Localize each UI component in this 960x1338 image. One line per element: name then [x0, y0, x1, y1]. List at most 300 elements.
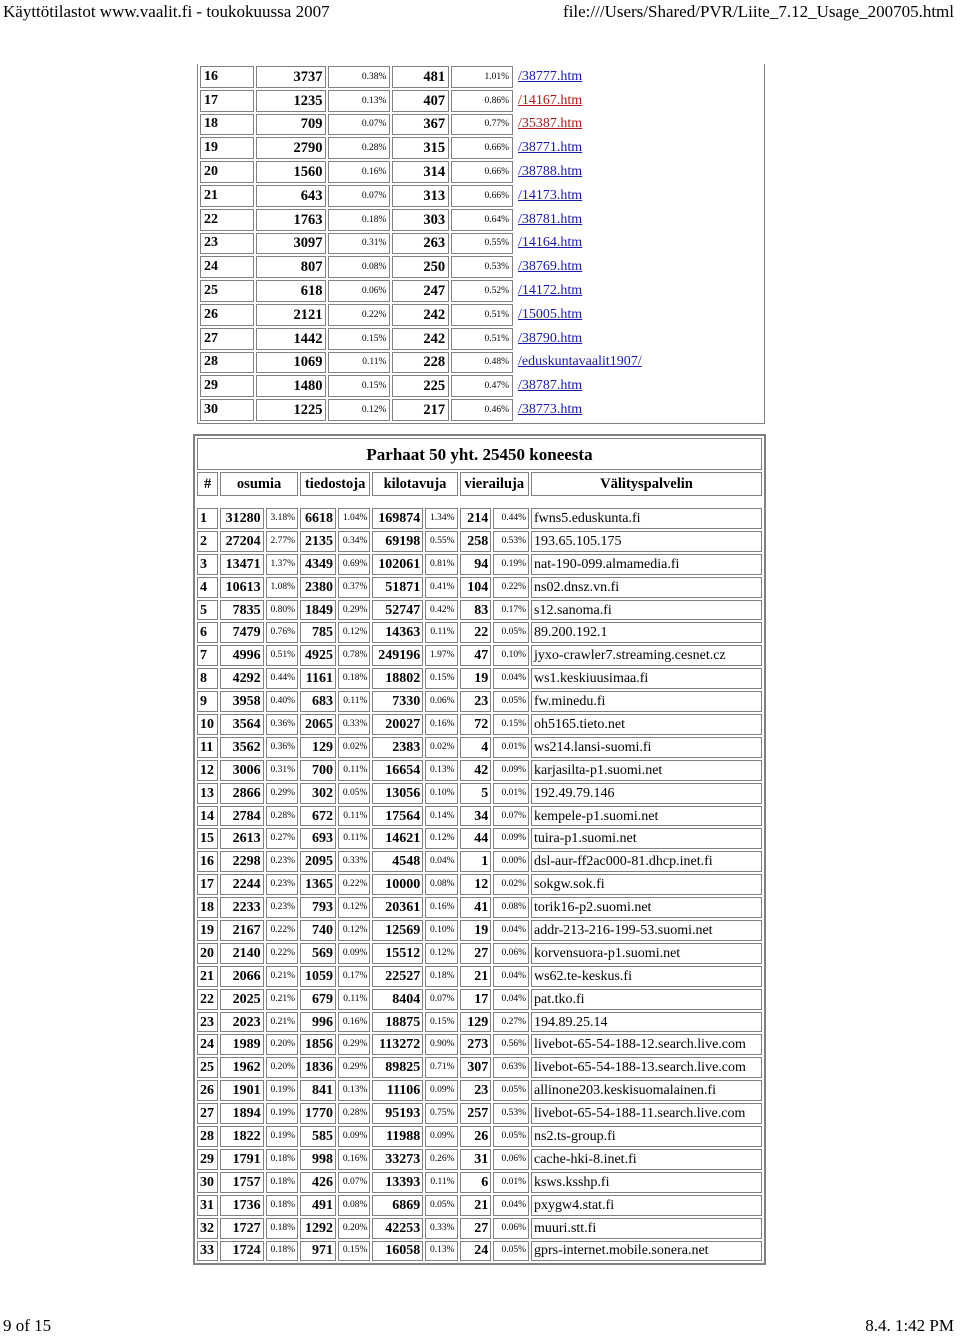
kilobytes-cell: 249196	[372, 645, 423, 666]
hits-cell: 807	[256, 256, 326, 278]
page-link[interactable]: /35387.htm	[518, 116, 583, 132]
kilobytes-cell: 33273	[372, 1149, 423, 1170]
files-cell: 785	[300, 622, 336, 643]
table-row	[197, 668, 762, 689]
table-row	[197, 714, 762, 735]
kilobytes-percent-cell: 0.10%	[425, 920, 457, 941]
table-row	[197, 1057, 762, 1078]
kilobytes-percent-cell: 0.81%	[425, 554, 457, 575]
table-row	[197, 989, 762, 1010]
visits-cell: 4	[460, 737, 492, 758]
hostname-cell: muuri.stt.fi	[531, 1218, 762, 1239]
visits-percent-cell: 0.04%	[493, 920, 529, 941]
hits-cell: 2140	[220, 943, 263, 964]
hits-cell: 1235	[256, 90, 326, 112]
visits-percent-cell: 0.04%	[493, 966, 529, 987]
kilobytes-percent-cell: 0.51%	[451, 328, 513, 350]
table-row	[200, 352, 762, 374]
hits-cell: 3562	[220, 737, 263, 758]
kilobytes-cell: 7330	[372, 691, 423, 712]
hits-cell: 1763	[256, 209, 326, 231]
kilobytes-percent-cell: 0.05%	[425, 1195, 457, 1216]
kilobytes-cell: 95193	[372, 1103, 423, 1124]
kilobytes-cell: 10000	[372, 874, 423, 895]
table-row	[197, 577, 762, 598]
hits-percent-cell: 0.20%	[266, 1034, 298, 1055]
hostname-cell: tuira-p1.suomi.net	[531, 828, 762, 849]
kilobytes-cell: 14621	[372, 828, 423, 849]
hits-percent-cell: 0.21%	[266, 1012, 298, 1033]
visits-cell: 72	[460, 714, 492, 735]
files-percent-cell: 0.09%	[338, 1126, 370, 1147]
files-cell: 302	[300, 783, 336, 804]
hostname-cell: fwns5.eduskunta.fi	[531, 508, 762, 529]
page-link[interactable]: /14167.htm	[518, 92, 583, 108]
table-row	[197, 874, 762, 895]
files-cell: 693	[300, 828, 336, 849]
table-row	[197, 508, 762, 529]
visits-cell: 34	[460, 806, 492, 827]
kilobytes-cell: 247	[392, 280, 449, 302]
hostname-cell: torik16-p2.suomi.net	[531, 897, 762, 918]
kilobytes-percent-cell: 0.06%	[425, 691, 457, 712]
kilobytes-percent-cell: 0.66%	[451, 137, 513, 159]
visits-cell: 41	[460, 897, 492, 918]
print-header	[0, 0, 960, 28]
files-cell: 971	[300, 1241, 336, 1262]
table-row	[200, 90, 762, 112]
visits-cell: 5	[460, 783, 492, 804]
hits-percent-cell: 0.16%	[328, 161, 390, 183]
visits-cell: 214	[460, 508, 492, 529]
kilobytes-percent-cell: 0.71%	[425, 1057, 457, 1078]
kilobytes-percent-cell: 0.16%	[425, 714, 457, 735]
rank-cell: 16	[197, 851, 218, 872]
visits-cell: 44	[460, 828, 492, 849]
kilobytes-percent-cell: 0.48%	[451, 352, 513, 374]
visits-percent-cell: 0.09%	[493, 828, 529, 849]
visits-percent-cell: 0.53%	[493, 1103, 529, 1124]
hits-percent-cell: 0.07%	[328, 185, 390, 207]
page-link[interactable]: /15005.htm	[518, 306, 583, 322]
hostname-cell: ns02.dnsz.vn.fi	[531, 577, 762, 598]
hits-percent-cell: 0.22%	[266, 920, 298, 941]
rank-cell: 6	[197, 622, 218, 643]
table-row	[197, 783, 762, 804]
kilobytes-cell: 113272	[372, 1034, 423, 1055]
url-cell	[515, 137, 762, 159]
visits-percent-cell: 0.06%	[493, 1149, 529, 1170]
hostname-cell: gprs-internet.mobile.sonera.net	[531, 1241, 762, 1262]
files-percent-cell: 0.28%	[338, 1103, 370, 1124]
visits-cell: 129	[460, 1012, 492, 1033]
visits-cell: 1	[460, 851, 492, 872]
files-cell: 672	[300, 806, 336, 827]
hits-percent-cell: 0.76%	[266, 622, 298, 643]
kilobytes-cell: 481	[392, 66, 449, 88]
hostname-cell: pat.tko.fi	[531, 989, 762, 1010]
files-cell: 998	[300, 1149, 336, 1170]
hits-percent-cell: 0.27%	[266, 828, 298, 849]
page-link[interactable]: /38769.htm	[518, 259, 583, 275]
hits-percent-cell: 0.07%	[328, 114, 390, 136]
hostname-cell: dsl-aur-ff2ac000-81.dhcp.inet.fi	[531, 851, 762, 872]
spacer-row	[197, 498, 762, 506]
hostname-cell: 194.89.25.14	[531, 1012, 762, 1033]
table-row	[200, 161, 762, 183]
visits-cell: 31	[460, 1149, 492, 1170]
hostname-cell: pxygw4.stat.fi	[531, 1195, 762, 1216]
visits-cell: 94	[460, 554, 492, 575]
visits-cell: 273	[460, 1034, 492, 1055]
kilobytes-percent-cell: 0.51%	[451, 304, 513, 326]
files-percent-cell: 0.20%	[338, 1218, 370, 1239]
visits-percent-cell: 0.08%	[493, 897, 529, 918]
url-cell	[515, 352, 762, 374]
files-percent-cell: 0.12%	[338, 920, 370, 941]
kilobytes-cell: 242	[392, 304, 449, 326]
kilobytes-percent-cell: 0.77%	[451, 114, 513, 136]
kilobytes-cell: 18875	[372, 1012, 423, 1033]
page-link[interactable]: /38790.htm	[518, 330, 583, 346]
rank-cell: 24	[197, 1034, 218, 1055]
kilobytes-cell: 13056	[372, 783, 423, 804]
files-cell: 679	[300, 989, 336, 1010]
hosts-table	[193, 434, 766, 1265]
visits-percent-cell: 0.10%	[493, 645, 529, 666]
files-cell: 2095	[300, 851, 336, 872]
table-row	[197, 1103, 762, 1124]
url-cell	[515, 375, 762, 397]
hits-cell: 3737	[256, 66, 326, 88]
files-percent-cell: 0.11%	[338, 691, 370, 712]
files-cell: 585	[300, 1126, 336, 1147]
hits-cell: 27204	[220, 531, 263, 552]
files-cell: 2380	[300, 577, 336, 598]
rank-cell: 4	[197, 577, 218, 598]
visits-cell: 12	[460, 874, 492, 895]
hits-cell: 3958	[220, 691, 263, 712]
hits-percent-cell: 0.15%	[328, 328, 390, 350]
page-link[interactable]: /14164.htm	[518, 235, 583, 251]
url-cell	[515, 280, 762, 302]
hostname-cell: ws214.lansi-suomi.fi	[531, 737, 762, 758]
print-footer	[0, 1314, 960, 1338]
hits-percent-cell: 0.31%	[328, 233, 390, 255]
files-percent-cell: 0.33%	[338, 851, 370, 872]
kilobytes-cell: 51871	[372, 577, 423, 598]
files-percent-cell: 0.07%	[338, 1172, 370, 1193]
hits-cell: 618	[256, 280, 326, 302]
page-link[interactable]: /38787.htm	[518, 378, 583, 394]
hits-percent-cell: 0.19%	[266, 1103, 298, 1124]
hostname-cell: livebot-65-54-188-13.search.live.com	[531, 1057, 762, 1078]
files-cell: 4349	[300, 554, 336, 575]
url-cell	[515, 66, 762, 88]
visits-cell: 27	[460, 1218, 492, 1239]
files-percent-cell: 0.05%	[338, 783, 370, 804]
hits-cell: 1560	[256, 161, 326, 183]
rank-cell: 7	[197, 645, 218, 666]
hits-percent-cell: 0.36%	[266, 737, 298, 758]
hits-percent-cell: 0.31%	[266, 760, 298, 781]
url-cell	[515, 90, 762, 112]
page-number: 9 of 15	[3, 1316, 52, 1335]
rank-cell: 27	[197, 1103, 218, 1124]
rank-cell: 17	[200, 90, 254, 112]
visits-percent-cell: 0.19%	[493, 554, 529, 575]
visits-percent-cell: 0.01%	[493, 1172, 529, 1193]
visits-cell: 27	[460, 943, 492, 964]
visits-percent-cell: 0.09%	[493, 760, 529, 781]
visits-percent-cell: 0.04%	[493, 989, 529, 1010]
table-row	[197, 1126, 762, 1147]
rank-cell: 18	[197, 897, 218, 918]
hostname-cell: korvensuora-p1.suomi.net	[531, 943, 762, 964]
hits-percent-cell: 0.15%	[328, 375, 390, 397]
page-link[interactable]: /38781.htm	[518, 211, 583, 227]
table-row	[197, 920, 762, 941]
kilobytes-percent-cell: 0.07%	[425, 989, 457, 1010]
files-cell: 1365	[300, 874, 336, 895]
page-link[interactable]: /14173.htm	[518, 187, 583, 203]
table-row	[197, 1012, 762, 1033]
hostname-cell: livebot-65-54-188-12.search.live.com	[531, 1034, 762, 1055]
hostname-cell: fw.minedu.fi	[531, 691, 762, 712]
column-header: tiedostoja	[300, 472, 370, 496]
kilobytes-percent-cell: 0.09%	[425, 1080, 457, 1101]
table-row	[197, 531, 762, 552]
visits-percent-cell: 0.44%	[493, 508, 529, 529]
table-caption: Parhaat 50 yht. 25450 koneesta	[197, 438, 762, 470]
hits-percent-cell: 0.21%	[266, 966, 298, 987]
hits-percent-cell: 0.38%	[328, 66, 390, 88]
hostname-cell: livebot-65-54-188-11.search.live.com	[531, 1103, 762, 1124]
files-percent-cell: 0.17%	[338, 966, 370, 987]
hits-percent-cell: 3.18%	[266, 508, 298, 529]
hits-percent-cell: 0.18%	[266, 1241, 298, 1262]
kilobytes-percent-cell: 0.09%	[425, 1126, 457, 1147]
hits-cell: 3097	[256, 233, 326, 255]
files-percent-cell: 0.11%	[338, 806, 370, 827]
kilobytes-percent-cell: 0.11%	[425, 1172, 457, 1193]
hits-percent-cell: 0.28%	[328, 137, 390, 159]
files-cell: 2135	[300, 531, 336, 552]
table-row	[200, 304, 762, 326]
page-link[interactable]: /38777.htm	[518, 68, 583, 84]
files-percent-cell: 0.34%	[338, 531, 370, 552]
page-link[interactable]: /38773.htm	[518, 402, 583, 418]
hostname-cell: ksws.ksshp.fi	[531, 1172, 762, 1193]
table-row	[197, 806, 762, 827]
rank-cell: 21	[200, 185, 254, 207]
kilobytes-cell: 89825	[372, 1057, 423, 1078]
files-percent-cell: 0.16%	[338, 1012, 370, 1033]
kilobytes-percent-cell: 0.75%	[425, 1103, 457, 1124]
visits-percent-cell: 0.04%	[493, 1195, 529, 1216]
files-percent-cell: 0.15%	[338, 1241, 370, 1262]
table-row	[197, 851, 762, 872]
rank-cell: 23	[200, 233, 254, 255]
rank-cell: 31	[197, 1195, 218, 1216]
kilobytes-cell: 15512	[372, 943, 423, 964]
hits-cell: 4996	[220, 645, 263, 666]
files-cell: 683	[300, 691, 336, 712]
kilobytes-cell: 11988	[372, 1126, 423, 1147]
table-row	[200, 328, 762, 350]
rank-cell: 27	[200, 328, 254, 350]
rank-cell: 15	[197, 828, 218, 849]
files-cell: 4925	[300, 645, 336, 666]
kilobytes-cell: 6869	[372, 1195, 423, 1216]
visits-cell: 257	[460, 1103, 492, 1124]
hits-percent-cell: 0.22%	[266, 943, 298, 964]
hits-cell: 2023	[220, 1012, 263, 1033]
kilobytes-percent-cell: 0.02%	[425, 737, 457, 758]
hits-cell: 2298	[220, 851, 263, 872]
visits-cell: 19	[460, 920, 492, 941]
visits-cell: 24	[460, 1241, 492, 1262]
kilobytes-cell: 242	[392, 328, 449, 350]
kilobytes-percent-cell: 0.52%	[451, 280, 513, 302]
kilobytes-percent-cell: 0.13%	[425, 1241, 457, 1262]
files-percent-cell: 0.69%	[338, 554, 370, 575]
kilobytes-percent-cell: 0.12%	[425, 943, 457, 964]
files-percent-cell: 0.18%	[338, 668, 370, 689]
url-cell	[515, 256, 762, 278]
url-cell	[515, 161, 762, 183]
page-link[interactable]: /14172.htm	[518, 283, 583, 299]
table-row	[197, 1172, 762, 1193]
kilobytes-cell: 8404	[372, 989, 423, 1010]
hostname-cell: cache-hki-8.inet.fi	[531, 1149, 762, 1170]
hits-cell: 1894	[220, 1103, 263, 1124]
visits-percent-cell: 0.27%	[493, 1012, 529, 1033]
rank-cell: 29	[200, 375, 254, 397]
visits-percent-cell: 0.15%	[493, 714, 529, 735]
rank-cell: 25	[200, 280, 254, 302]
visits-percent-cell: 0.22%	[493, 577, 529, 598]
rank-cell: 19	[197, 920, 218, 941]
visits-percent-cell: 0.01%	[493, 737, 529, 758]
page-link[interactable]: /38771.htm	[518, 140, 583, 156]
hostname-cell: karjasilta-p1.suomi.net	[531, 760, 762, 781]
rank-cell: 9	[197, 691, 218, 712]
files-cell: 841	[300, 1080, 336, 1101]
hits-cell: 1736	[220, 1195, 263, 1216]
kilobytes-percent-cell: 0.10%	[425, 783, 457, 804]
hits-cell: 1757	[220, 1172, 263, 1193]
hits-percent-cell: 2.77%	[266, 531, 298, 552]
hits-cell: 7835	[220, 600, 263, 621]
table-row	[197, 1195, 762, 1216]
visits-cell: 22	[460, 622, 492, 643]
page-link[interactable]: /eduskuntavaalit1907/	[518, 354, 642, 370]
visits-percent-cell: 0.05%	[493, 1080, 529, 1101]
rank-cell: 1	[197, 508, 218, 529]
visits-percent-cell: 0.05%	[493, 1126, 529, 1147]
kilobytes-percent-cell: 0.41%	[425, 577, 457, 598]
page-link[interactable]: /38788.htm	[518, 164, 583, 180]
hits-cell: 4292	[220, 668, 263, 689]
kilobytes-percent-cell: 0.55%	[425, 531, 457, 552]
kilobytes-cell: 367	[392, 114, 449, 136]
visits-cell: 307	[460, 1057, 492, 1078]
hits-cell: 1962	[220, 1057, 263, 1078]
rank-cell: 22	[197, 989, 218, 1010]
kilobytes-percent-cell: 0.55%	[451, 233, 513, 255]
kilobytes-cell: 69198	[372, 531, 423, 552]
files-cell: 2065	[300, 714, 336, 735]
kilobytes-percent-cell: 0.11%	[425, 622, 457, 643]
rank-cell: 21	[197, 966, 218, 987]
visits-cell: 26	[460, 1126, 492, 1147]
files-percent-cell: 0.33%	[338, 714, 370, 735]
rank-cell: 10	[197, 714, 218, 735]
hits-percent-cell: 0.18%	[328, 209, 390, 231]
print-datetime: 8.4. 1:42 PM	[865, 1316, 954, 1335]
hostname-cell: sokgw.sok.fi	[531, 874, 762, 895]
hits-cell: 2025	[220, 989, 263, 1010]
hits-percent-cell: 0.23%	[266, 851, 298, 872]
hits-cell: 643	[256, 185, 326, 207]
rank-cell: 14	[197, 806, 218, 827]
column-header: osumia	[220, 472, 298, 496]
hits-percent-cell: 0.21%	[266, 989, 298, 1010]
table-row	[200, 114, 762, 136]
visits-percent-cell: 0.00%	[493, 851, 529, 872]
hits-cell: 1069	[256, 352, 326, 374]
hits-cell: 3564	[220, 714, 263, 735]
rank-cell: 26	[200, 304, 254, 326]
hits-percent-cell: 0.80%	[266, 600, 298, 621]
table-row	[197, 600, 762, 621]
kilobytes-percent-cell: 0.66%	[451, 161, 513, 183]
visits-percent-cell: 0.06%	[493, 1218, 529, 1239]
files-cell: 1770	[300, 1103, 336, 1124]
url-cell	[515, 233, 762, 255]
visits-cell: 19	[460, 668, 492, 689]
hits-percent-cell: 0.18%	[266, 1195, 298, 1216]
hostname-cell: allinone203.keskisuomalainen.fi	[531, 1080, 762, 1101]
hits-cell: 2167	[220, 920, 263, 941]
hostname-cell: kempele-p1.suomi.net	[531, 806, 762, 827]
kilobytes-percent-cell: 0.15%	[425, 668, 457, 689]
column-header: vierailuja	[460, 472, 529, 496]
visits-cell: 42	[460, 760, 492, 781]
visits-percent-cell: 0.07%	[493, 806, 529, 827]
hits-cell: 1727	[220, 1218, 263, 1239]
rank-cell: 24	[200, 256, 254, 278]
table-row	[200, 233, 762, 255]
visits-cell: 21	[460, 966, 492, 987]
kilobytes-cell: 2383	[372, 737, 423, 758]
table-row	[197, 1241, 762, 1262]
kilobytes-percent-cell: 0.14%	[425, 806, 457, 827]
table-row	[200, 137, 762, 159]
rank-cell: 20	[197, 943, 218, 964]
table-row	[197, 691, 762, 712]
hits-cell: 2121	[256, 304, 326, 326]
pages-table	[197, 64, 765, 424]
hits-percent-cell: 0.22%	[328, 304, 390, 326]
table-row	[197, 622, 762, 643]
hostname-cell: jyxo-crawler7.streaming.cesnet.cz	[531, 645, 762, 666]
hostname-cell: ws1.keskiuusimaa.fi	[531, 668, 762, 689]
hits-cell: 31280	[220, 508, 263, 529]
files-percent-cell: 0.11%	[338, 828, 370, 849]
column-header: Välityspalvelin	[531, 472, 762, 496]
